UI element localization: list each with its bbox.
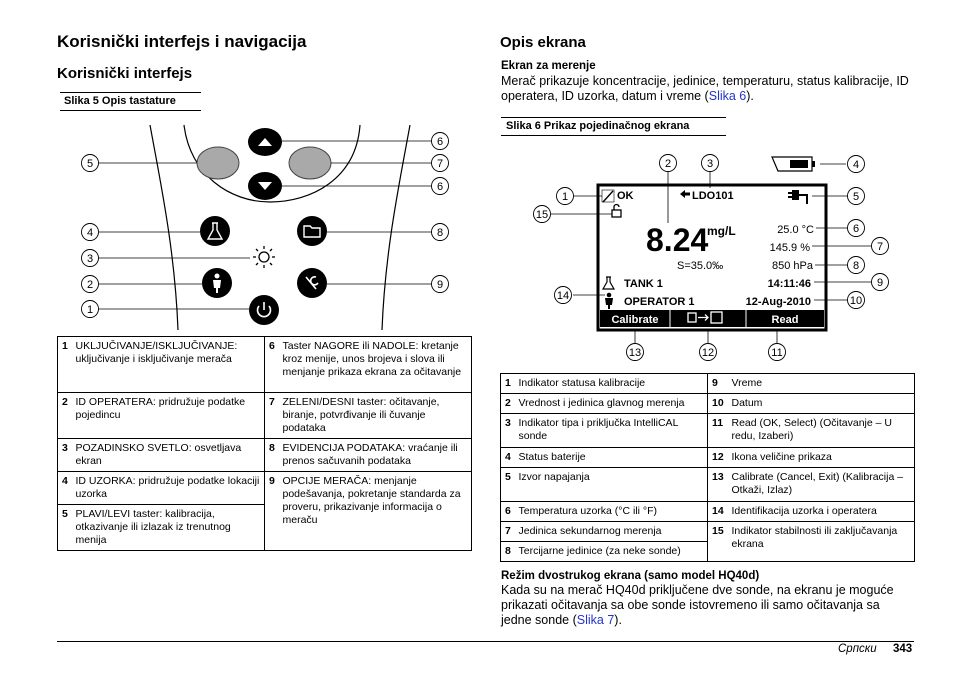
section-title: Korisnički interfejs [57, 65, 193, 82]
footer-rule [57, 641, 914, 642]
legend-num: 14 [708, 502, 728, 522]
battery-icon [772, 157, 815, 171]
legend-num: 10 [708, 394, 728, 414]
legend-text: Indikator statusa kalibracije [515, 374, 708, 394]
legend-num: 12 [708, 448, 728, 468]
keypad-legend-table [57, 336, 472, 551]
section-title: Opis ekrana [500, 34, 586, 51]
legend-text: Indikator tipa i priključka IntelliCAL sonde [515, 414, 708, 448]
paragraph: Merač prikazuje koncentracije, jedinice, temperaturu, status kalibracije, ID operatera, ID uzorka, datum i vreme (Slika 6). [501, 74, 909, 103]
legend-text: Datum [728, 394, 915, 414]
paragraph: Kada su na merač HQ40d priključene dve sonde, na ekranu je moguće prikazati očitavanja sa obe sonde istovremeno ili samo očitavanja sa jedne sonde (Slika 7). [501, 583, 894, 627]
legend-text: ID OPERATERA: pridružuje podatke pojedincu [72, 393, 265, 439]
legend-num: 11 [708, 414, 728, 448]
subsection-heading: Režim dvostrukog ekrana (samo model HQ40d) [501, 570, 760, 582]
figure-link[interactable]: Slika 7 [576, 613, 615, 627]
legend-num: 15 [708, 522, 728, 562]
callout-label: 14 [556, 290, 570, 302]
figure-caption: Slika 5 Opis tastature [60, 92, 201, 111]
callout-label: 4 [86, 227, 94, 239]
screen-legend-table [500, 373, 915, 562]
sample-id: TANK 1 [624, 278, 663, 290]
callout-label: 1 [561, 191, 569, 203]
page-number: 343 [893, 643, 913, 655]
tertiary-value: 850 hPa [772, 260, 813, 272]
legend-num: 8 [265, 439, 279, 472]
operator-id: OPERATOR 1 [624, 296, 695, 308]
footer-language: Српски [838, 643, 877, 655]
legend-text: PLAVI/LEVI taster: kalibracija, otkazivanje ili izlazak iz trenutnog menija [72, 505, 265, 551]
legend-num: 9 [708, 374, 728, 394]
callout-label: 2 [664, 158, 672, 170]
legend-text: Identifikacija uzorka i operatera [728, 502, 915, 522]
legend-num: 6 [501, 502, 515, 522]
callout-label: 6 [436, 136, 444, 148]
legend-text: Tercijarne jedinice (za neke sonde) [515, 542, 708, 562]
legend-text: ID UZORKA: pridružuje podatke lokaciji uzorka [72, 472, 265, 505]
calibrate-button[interactable]: Calibrate [611, 314, 659, 326]
callout-label: 5 [86, 158, 94, 170]
main-unit: mg/L [707, 224, 736, 238]
legend-num: 4 [501, 448, 515, 468]
legend-text: UKLJUČIVANJE/ISKLJUČIVANJE: uključivanje i isključivanje merača [72, 337, 265, 393]
callout-label: 2 [86, 279, 94, 291]
time: 14:11:46 [767, 278, 811, 290]
date: 12-Aug-2010 [745, 296, 811, 308]
legend-text: ZELENI/DESNI taster: očitavanje, biranje, potvrđivanje ili čuvanje podataka [279, 393, 472, 439]
subsection-heading: Ekran za merenje [501, 60, 596, 72]
green-right-key [289, 147, 331, 179]
callout-label: 6 [436, 181, 444, 193]
flask-icon [200, 216, 230, 246]
legend-text: Ikona veličine prikaza [728, 448, 915, 468]
callout-label: 8 [852, 260, 860, 272]
cal-status: OK [617, 190, 634, 202]
callout-label: 9 [876, 277, 884, 289]
figure-caption: Slika 6 Prikaz pojedinačnog ekrana [501, 117, 726, 136]
callout-label: 8 [436, 227, 444, 239]
callout-label: 5 [852, 191, 860, 203]
legend-num: 9 [265, 472, 279, 551]
callout-label: 15 [535, 209, 549, 221]
legend-num: 6 [265, 337, 279, 393]
legend-text: Indikator stabilnosti ili zaključavanja ekrana [728, 522, 915, 562]
sun-icon [253, 246, 275, 268]
legend-num: 3 [501, 414, 515, 448]
legend-text: Taster NAGORE ili NADOLE: kretanje kroz menije, unos brojeva i slova ili menjanje prikaza ekrana za očitavanje [279, 337, 472, 393]
callout-label: 6 [852, 223, 860, 235]
callout-label: 1 [86, 304, 94, 316]
secondary-small: S=35.0‰ [677, 260, 724, 272]
legend-num: 2 [501, 394, 515, 414]
probe-type: LDO101 [692, 190, 734, 202]
temperature: 25.0 °C [777, 224, 814, 236]
callout-label: 9 [436, 279, 444, 291]
legend-num: 1 [501, 374, 515, 394]
legend-text: Jedinica sekundarnog merenja [515, 522, 708, 542]
legend-text: Calibrate (Cancel, Exit) (Kalibracija – Otkaži, Izlaz) [728, 468, 915, 502]
callout-label: 7 [436, 158, 444, 170]
callout-label: 11 [771, 347, 783, 359]
secondary-value: 145.9 % [769, 242, 810, 254]
legend-text: Status baterije [515, 448, 708, 468]
figure-link[interactable]: Slika 6 [708, 89, 747, 103]
callout-label: 12 [701, 347, 715, 359]
legend-text: Temperatura uzorka (°C ili °F) [515, 502, 708, 522]
page-title: Korisnički interfejs i navigacija [57, 32, 307, 51]
callout-label: 10 [849, 295, 863, 307]
legend-text: Vreme [728, 374, 915, 394]
legend-num: 7 [265, 393, 279, 439]
legend-num: 1 [58, 337, 72, 393]
legend-num: 5 [501, 468, 515, 502]
callout-label: 3 [706, 158, 714, 170]
legend-num: 8 [501, 542, 515, 562]
legend-num: 13 [708, 468, 728, 502]
legend-num: 2 [58, 393, 72, 439]
legend-num: 7 [501, 522, 515, 542]
folder-icon [297, 216, 327, 246]
legend-text: OPCIJE MERAČA: menjanje podešavanja, pokretanje standarda za proveru, prikazivanje informacija o meraču [279, 472, 472, 551]
blue-left-key [197, 147, 239, 179]
callout-label: 4 [852, 159, 860, 171]
legend-num: 4 [58, 472, 72, 505]
keypad-figure [60, 120, 470, 330]
legend-num: 3 [58, 439, 72, 472]
callout-label: 13 [628, 347, 642, 359]
legend-text: Izvor napajanja [515, 468, 708, 502]
callout-label: 3 [86, 253, 94, 265]
legend-num: 5 [58, 505, 72, 551]
legend-text: POZADINSKO SVETLO: osvetljava ekran [72, 439, 265, 472]
legend-text: EVIDENCIJA PODATAKA: vraćanje ili prenos sačuvanih podataka [279, 439, 472, 472]
legend-text: Vrednost i jedinica glavnog merenja [515, 394, 708, 414]
main-value: 8.24 [646, 222, 709, 258]
read-button[interactable]: Read [771, 314, 799, 326]
callout-label: 7 [876, 241, 884, 253]
legend-text: Read (OK, Select) (Očitavanje – U redu, Izaberi) [728, 414, 915, 448]
screen-figure [530, 148, 884, 363]
